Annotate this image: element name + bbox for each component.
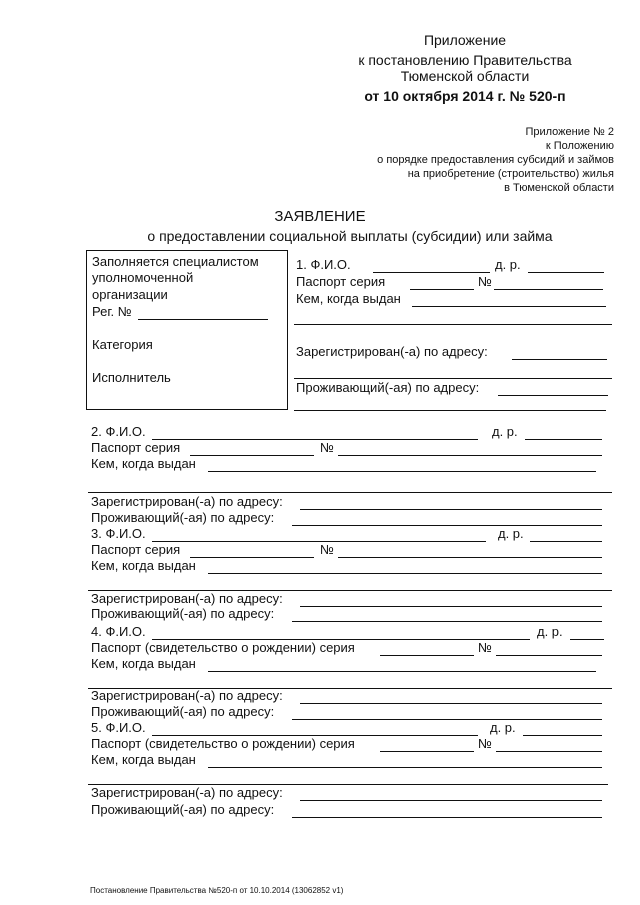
header-line-1: Приложение — [423, 32, 507, 48]
passport-5-no-label: № — [478, 736, 492, 751]
passport-4-no-label: № — [478, 640, 492, 655]
passport-3-label: Паспорт серия — [91, 542, 181, 557]
dob-5-label: д. р. — [490, 720, 516, 735]
passport-3-number-field[interactable] — [338, 557, 602, 558]
fio-3-label: 3. Ф.И.О. — [91, 526, 146, 541]
passport-3-no-label: № — [320, 542, 334, 557]
registered-1-label: Зарегистрирован(-а) по адресу: — [296, 344, 488, 359]
box-line-3: организации — [92, 287, 168, 302]
registered-5-label: Зарегистрирован(-а) по адресу: — [91, 785, 283, 800]
document-title: ЗАЯВЛЕНИЕ — [274, 208, 366, 225]
issued-2-field[interactable] — [208, 471, 596, 472]
subheader-line-5: в Тюменской области — [504, 182, 614, 194]
issued-1-line-2[interactable] — [294, 324, 612, 325]
registered-4-label: Зарегистрирован(-а) по адресу: — [91, 688, 283, 703]
header-decree: от 10 октября 2014 г. № 520-п — [364, 88, 566, 104]
fio-1-label: 1. Ф.И.О. — [296, 257, 351, 272]
passport-5-series-field[interactable] — [380, 751, 474, 752]
passport-5-number-field[interactable] — [496, 751, 602, 752]
registered-1-line-2[interactable] — [294, 378, 612, 379]
registered-3-label: Зарегистрирован(-а) по адресу: — [91, 591, 283, 606]
passport-1-no-label: № — [478, 274, 492, 289]
dob-5-field[interactable] — [523, 735, 602, 736]
fio-3-field[interactable] — [152, 541, 486, 542]
residing-2-label: Проживающий(-ая) по адресу: — [91, 510, 275, 525]
issued-1-field[interactable] — [412, 306, 606, 307]
issued-5-field[interactable] — [208, 767, 602, 768]
header-line-2: к постановлению Правительства — [358, 52, 572, 68]
box-line-1: Заполняется специалистом — [92, 254, 259, 269]
executor-label: Исполнитель — [92, 370, 171, 385]
passport-4-label: Паспорт (свидетельство о рождении) серия — [91, 640, 355, 655]
registered-3-field[interactable] — [300, 606, 602, 607]
passport-5-label: Паспорт (свидетельство о рождении) серия — [91, 736, 355, 751]
passport-4-number-field[interactable] — [496, 655, 602, 656]
subheader-line-4: на приобретение (строительство) жилья — [407, 168, 614, 180]
issued-4-label: Кем, когда выдан — [91, 656, 196, 671]
passport-1-number-field[interactable] — [494, 289, 603, 290]
footer-reference: Постановление Правительства №520-п от 10.10.2014 (13062852 v1) — [90, 886, 344, 895]
passport-2-series-field[interactable] — [190, 455, 314, 456]
document-subtitle: о предоставлении социальной выплаты (субсидии) или займа — [147, 228, 553, 244]
fio-2-label: 2. Ф.И.О. — [91, 424, 146, 439]
issued-4-field[interactable] — [208, 671, 596, 672]
residing-1-label: Проживающий(-ая) по адресу: — [296, 380, 480, 395]
subheader-line-2: к Положению — [545, 140, 614, 152]
registered-1-field[interactable] — [512, 359, 607, 360]
passport-2-label: Паспорт серия — [91, 440, 181, 455]
residing-5-field[interactable] — [292, 817, 602, 818]
dob-3-field[interactable] — [530, 541, 602, 542]
dob-1-label: д. р. — [495, 257, 521, 272]
residing-4-field[interactable] — [292, 719, 602, 720]
passport-2-no-label: № — [320, 440, 334, 455]
box-line-2: уполномоченной — [92, 270, 194, 285]
fio-1-field[interactable] — [373, 272, 490, 273]
registered-4-field[interactable] — [300, 703, 602, 704]
residing-5-label: Проживающий(-ая) по адресу: — [91, 802, 275, 817]
issued-2-label: Кем, когда выдан — [91, 456, 196, 471]
issued-2-line-2[interactable] — [88, 492, 612, 493]
category-label: Категория — [92, 337, 153, 352]
fio-4-label: 4. Ф.И.О. — [91, 624, 146, 639]
reg-number-field[interactable] — [138, 319, 268, 320]
registered-2-label: Зарегистрирован(-а) по адресу: — [91, 494, 283, 509]
passport-1-series-field[interactable] — [410, 289, 474, 290]
issued-5-label: Кем, когда выдан — [91, 752, 196, 767]
subheader-line-3: о порядке предоставления субсидий и займов — [377, 154, 614, 166]
residing-1-line-2[interactable] — [294, 410, 606, 411]
issued-3-field[interactable] — [208, 573, 602, 574]
passport-4-series-field[interactable] — [380, 655, 474, 656]
fio-2-field[interactable] — [152, 439, 478, 440]
dob-2-label: д. р. — [492, 424, 518, 439]
issued-1-label: Кем, когда выдан — [296, 291, 401, 306]
dob-3-label: д. р. — [498, 526, 524, 541]
dob-1-field[interactable] — [528, 272, 604, 273]
residing-4-label: Проживающий(-ая) по адресу: — [91, 704, 275, 719]
residing-3-label: Проживающий(-ая) по адресу: — [91, 606, 275, 621]
issued-3-label: Кем, когда выдан — [91, 558, 196, 573]
subheader-line-1: Приложение № 2 — [525, 126, 614, 138]
reg-number-label: Рег. № — [92, 304, 132, 319]
dob-4-field[interactable] — [570, 639, 604, 640]
dob-4-label: д. р. — [537, 624, 563, 639]
passport-3-series-field[interactable] — [190, 557, 314, 558]
header-line-3: Тюменской области — [400, 68, 530, 84]
residing-1-field[interactable] — [498, 395, 608, 396]
fio-5-label: 5. Ф.И.О. — [91, 720, 146, 735]
residing-3-field[interactable] — [292, 621, 602, 622]
registered-2-field[interactable] — [300, 509, 602, 510]
dob-2-field[interactable] — [525, 439, 602, 440]
registered-5-field[interactable] — [300, 800, 602, 801]
passport-2-number-field[interactable] — [338, 455, 602, 456]
residing-2-field[interactable] — [292, 525, 602, 526]
passport-1-label: Паспорт серия — [296, 274, 386, 289]
